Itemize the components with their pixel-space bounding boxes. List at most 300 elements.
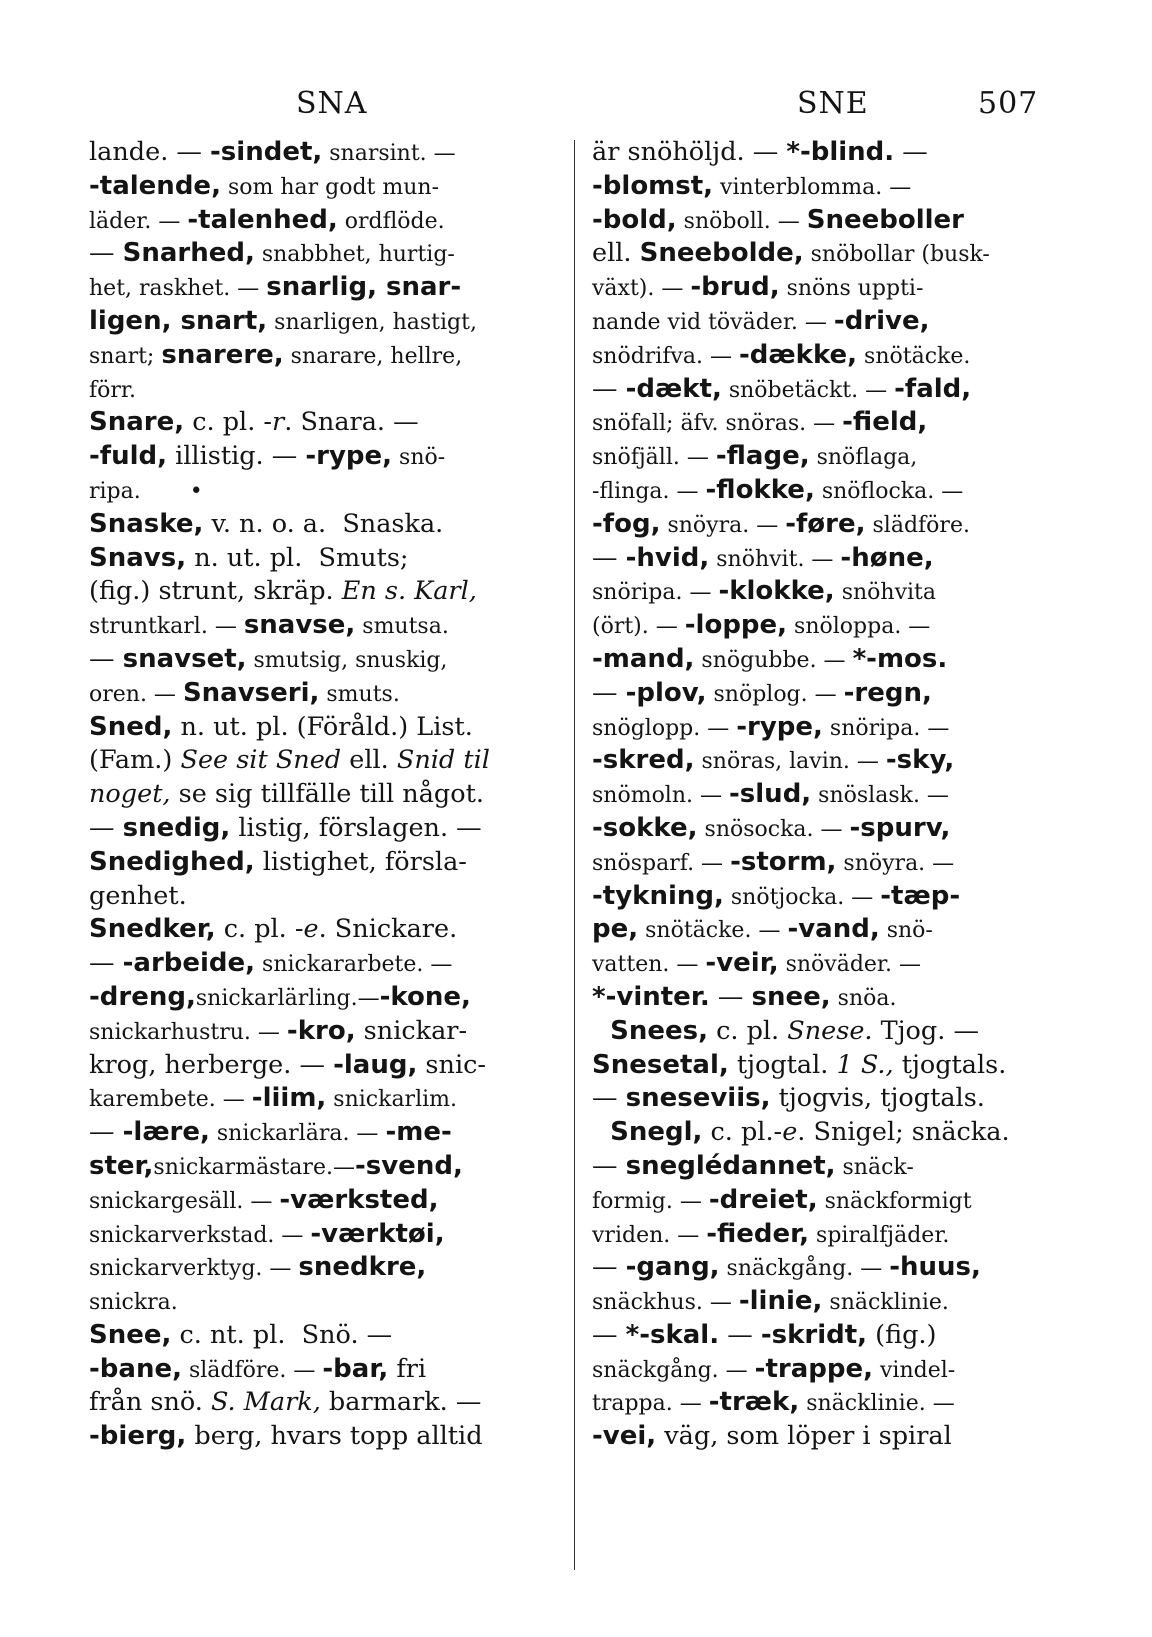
translation: snäckgång. — xyxy=(592,1357,755,1383)
dictionary-line xyxy=(592,440,1062,474)
dictionary-line xyxy=(89,1386,559,1420)
translation: snickarmästare.— xyxy=(153,1154,355,1180)
translation: -flinga. — xyxy=(592,478,706,504)
dictionary-line xyxy=(89,204,559,238)
headword: Snee, xyxy=(89,1319,172,1350)
headword: -svend, xyxy=(354,1150,463,1181)
headword: -storm, xyxy=(730,846,837,877)
translation: snäckgång. — xyxy=(719,1256,890,1282)
entry-text: — xyxy=(719,1319,761,1350)
translation: snöplog. — xyxy=(706,681,844,707)
translation: oren. — xyxy=(89,681,183,707)
entry-text: . Snara. — xyxy=(284,407,419,438)
headword: Snaske, xyxy=(89,508,204,539)
translation: vatten. — xyxy=(592,952,706,978)
entry-text: c. pl. - xyxy=(215,914,304,945)
dictionary-line xyxy=(89,1150,559,1184)
italic-text: See sit Sned xyxy=(180,745,342,776)
header-right-guideword: SNE xyxy=(797,86,869,121)
headword: -trappe, xyxy=(754,1353,873,1384)
dictionary-line xyxy=(89,406,559,440)
dictionary-line xyxy=(592,1082,1062,1116)
headword: -dreng, xyxy=(89,981,196,1012)
dictionary-line xyxy=(592,575,1062,609)
dictionary-line xyxy=(592,373,1062,407)
dictionary-line xyxy=(592,508,1062,542)
headword: Sned, xyxy=(89,711,173,742)
entry-text: barmark. — xyxy=(320,1387,482,1418)
headword: Snedighed, xyxy=(89,846,255,877)
translation: förr. xyxy=(89,377,136,403)
header-left-guideword: SNA xyxy=(296,86,368,121)
translation: snarare, hellre, xyxy=(283,343,463,369)
translation: snöfjäll. — xyxy=(592,445,716,471)
headword: -talende, xyxy=(89,170,221,201)
headword: snavset, xyxy=(122,643,247,674)
headword: -field, xyxy=(842,407,928,438)
dictionary-line xyxy=(592,305,1062,339)
translation: snöväder. — xyxy=(778,952,922,978)
entry-text: v. n. o. a. Snaska. xyxy=(203,508,444,539)
entry-text: listighet, försla- xyxy=(254,846,467,877)
headword: -hvid, xyxy=(625,542,710,573)
headword: -talenhed, xyxy=(187,204,338,235)
entry-text: . Snigel; snäcka. xyxy=(797,1117,1010,1148)
headword: snavse, xyxy=(243,610,356,641)
headword: -gang, xyxy=(625,1252,720,1283)
dictionary-line xyxy=(592,1116,1062,1150)
headword: -loppe, xyxy=(684,610,788,641)
headword: -sindet, xyxy=(210,137,323,167)
dictionary-line xyxy=(89,1218,559,1252)
translation: snäckformigt xyxy=(817,1188,972,1214)
dictionary-line xyxy=(89,643,559,677)
headword: Snees, xyxy=(592,1015,708,1046)
headword: -me- xyxy=(385,1117,452,1148)
dictionary-line xyxy=(592,880,1062,914)
dictionary-line xyxy=(592,1184,1062,1218)
translation: snösparf. — xyxy=(592,850,731,876)
headword: -rype, xyxy=(736,711,823,742)
dictionary-line xyxy=(89,542,559,576)
translation: snickarverkstad. — xyxy=(89,1222,311,1248)
headword: Snesetal, xyxy=(592,1049,729,1080)
entry-text: n. ut. pl. (Föråld.) List. xyxy=(172,711,473,742)
translation: snöns uppti- xyxy=(779,276,924,302)
dictionary-line xyxy=(592,846,1062,880)
translation: snickargesäll. — xyxy=(89,1188,280,1214)
translation: het, raskhet. — xyxy=(89,276,267,302)
headword: -dække, xyxy=(739,339,858,370)
entry-text: c. pl.- xyxy=(702,1117,783,1148)
dictionary-line xyxy=(592,981,1062,1015)
headword: Snare, xyxy=(89,407,185,438)
headword: *-mos. xyxy=(852,643,948,674)
dictionary-line xyxy=(592,170,1062,204)
dictionary-line xyxy=(89,609,559,643)
headword: -kone, xyxy=(379,981,471,1012)
translation: snöfall; äfv. snöras. — xyxy=(592,411,843,437)
dictionary-line xyxy=(89,1082,559,1116)
italic-text: S. Mark, xyxy=(210,1387,321,1418)
headword: -værksted, xyxy=(279,1184,439,1215)
entry-text: c. pl. - xyxy=(184,407,273,438)
dictionary-line xyxy=(592,339,1062,373)
dictionary-line xyxy=(89,508,559,542)
entry-text: (fig.) xyxy=(867,1319,937,1350)
entry-text: — xyxy=(592,1252,626,1283)
headword: -brud, xyxy=(690,272,780,303)
translation: karembete. — xyxy=(89,1087,252,1113)
dictionary-line xyxy=(592,778,1062,812)
entry-text: — xyxy=(89,238,123,269)
headword: -drive, xyxy=(833,305,930,336)
translation: snö- xyxy=(879,918,933,944)
headword: -træk, xyxy=(708,1387,800,1418)
dictionary-line xyxy=(89,1049,559,1083)
translation: snickarlära. — xyxy=(209,1121,386,1147)
headword: Snedker, xyxy=(89,914,216,945)
running-header xyxy=(0,86,1152,126)
dictionary-line xyxy=(592,1420,1062,1454)
dictionary-line xyxy=(89,271,559,305)
headword: -flokke, xyxy=(705,474,815,505)
translation: snickarlärling.— xyxy=(195,985,380,1011)
italic-text: En s. Karl, xyxy=(341,576,477,607)
entry-text: illistig. — xyxy=(167,441,306,472)
dictionary-line xyxy=(89,136,559,170)
entry-text: tjogtal. xyxy=(728,1049,837,1080)
headword: ster, xyxy=(89,1150,154,1181)
entry-text: från snö. xyxy=(89,1387,211,1418)
dictionary-line xyxy=(592,474,1062,508)
entry-text: listig, förslagen. — xyxy=(230,812,482,843)
dictionary-line xyxy=(592,609,1062,643)
dictionary-line xyxy=(592,1049,1062,1083)
translation: snickarhustru. — xyxy=(89,1019,287,1045)
translation: snäck- xyxy=(835,1154,914,1180)
dictionary-line xyxy=(89,711,559,745)
headword: -fald, xyxy=(894,373,972,404)
headword: Sneebolde, xyxy=(639,238,804,269)
translation: spiralfjäder. xyxy=(809,1222,950,1248)
entry-text: . Snickare. xyxy=(318,914,458,945)
right-column xyxy=(592,136,1062,1454)
headword: -høne, xyxy=(840,542,934,573)
translation: smutsig, snuskig, xyxy=(246,647,448,673)
dictionary-line xyxy=(89,1251,559,1285)
entry-text: — xyxy=(89,643,123,674)
translation: snöyra. — xyxy=(660,512,786,538)
headword: Snavs, xyxy=(89,542,187,573)
headword: sneglédannet, xyxy=(625,1150,836,1181)
entry-text: — xyxy=(592,677,626,708)
headword: snedkre, xyxy=(298,1252,427,1283)
translation: vriden. — xyxy=(592,1222,707,1248)
dictionary-line xyxy=(592,947,1062,981)
entry-text: lande. — xyxy=(89,137,211,167)
headword: -veir, xyxy=(705,948,779,979)
entry-text: — xyxy=(592,1083,626,1114)
headword: -slud, xyxy=(729,779,812,810)
headword: -dreiet, xyxy=(708,1184,818,1215)
headword: -værktøi, xyxy=(310,1218,445,1249)
italic-text: e xyxy=(303,914,319,945)
entry-text: väg, som löper i spiral xyxy=(656,1421,952,1452)
translation: vinterblomma. — xyxy=(713,174,912,200)
dictionary-line xyxy=(592,677,1062,711)
dictionary-line xyxy=(592,913,1062,947)
entry-text: Tjog. — xyxy=(872,1015,979,1046)
entry-text: tjogvis, tjogtals. xyxy=(770,1083,985,1114)
translation: snöripa. — xyxy=(592,580,719,606)
italic-text: r xyxy=(272,407,285,438)
translation: snickarlim. xyxy=(326,1087,457,1113)
entry-text: tjogtals. xyxy=(893,1049,1007,1080)
dictionary-line xyxy=(89,440,559,474)
dictionary-line xyxy=(89,575,559,609)
translation: snögubbe. — xyxy=(694,647,853,673)
entry-text: krog, herberge. — xyxy=(89,1049,334,1080)
dictionary-line xyxy=(89,677,559,711)
translation: snickararbete. — xyxy=(255,952,453,978)
translation: snöbollar (busk- xyxy=(803,242,990,268)
dictionary-line xyxy=(89,474,559,508)
dictionary-line xyxy=(89,778,559,812)
entry-text: (Fam.) xyxy=(89,745,181,776)
translation: snöyra. — xyxy=(836,850,955,876)
headword: -føre, xyxy=(785,508,866,539)
translation: snötjocka. — xyxy=(723,884,881,910)
italic-text: Snid til xyxy=(396,745,490,776)
headword: snedig, xyxy=(122,812,231,843)
translation: snarligen, hastigt, xyxy=(267,309,477,335)
translation: ripa. • xyxy=(89,478,203,504)
translation: snöras, lavin. — xyxy=(694,749,886,775)
headword: Snavseri, xyxy=(182,677,320,708)
headword: -mand, xyxy=(592,643,695,674)
dictionary-line xyxy=(89,305,559,339)
dictionary-line xyxy=(89,846,559,880)
dictionary-line xyxy=(592,1353,1062,1387)
headword: -vand, xyxy=(787,914,880,945)
translation: snarsint. — xyxy=(322,141,456,166)
translation: snösocka. — xyxy=(697,816,850,842)
entry-text: (fig.) strunt, skräp. xyxy=(89,576,342,607)
translation: snömoln. — xyxy=(592,783,729,809)
entry-text: — xyxy=(592,542,626,573)
dictionary-line xyxy=(592,643,1062,677)
italic-text: e xyxy=(782,1117,798,1148)
translation: slädföre. — xyxy=(181,1357,323,1383)
translation: snöslask. — xyxy=(811,783,949,809)
entry-text: se sig tillfälle till något. xyxy=(170,779,484,810)
headword: -spurv, xyxy=(849,812,951,843)
headword: Sneeboller xyxy=(806,204,965,235)
entry-text: — xyxy=(89,1117,123,1148)
entry-text: c. nt. pl. Snö. — xyxy=(171,1319,393,1350)
headword: snarere, xyxy=(161,339,284,370)
translation: snäckhus. — xyxy=(592,1290,739,1316)
translation: snödrifva. — xyxy=(592,343,740,369)
headword: -liim, xyxy=(251,1083,327,1114)
dictionary-line xyxy=(89,947,559,981)
headword: -lære, xyxy=(122,1117,210,1148)
italic-text: Snese. xyxy=(787,1015,873,1046)
dictionary-line xyxy=(592,1218,1062,1252)
translation: snöripa. — xyxy=(822,715,950,741)
translation: snickra. xyxy=(89,1290,178,1316)
translation: snöa. xyxy=(830,985,897,1011)
dictionary-line xyxy=(89,339,559,373)
headword: -sky, xyxy=(885,745,955,776)
headword: *-vinter. xyxy=(592,981,710,1012)
headword: snee, xyxy=(751,981,831,1012)
entry-text: — xyxy=(89,812,123,843)
dictionary-line xyxy=(89,170,559,204)
headword: pe, xyxy=(592,914,639,945)
column-divider xyxy=(574,140,575,1570)
translation: snöflaga, xyxy=(809,445,918,471)
translation: smutsa. xyxy=(355,614,449,640)
headword: ligen, snart, xyxy=(89,305,268,336)
entry-text: — xyxy=(592,1319,626,1350)
dictionary-line xyxy=(592,237,1062,271)
translation: snöloppa. — xyxy=(787,614,931,640)
dictionary-line xyxy=(592,271,1062,305)
headword: -huus, xyxy=(889,1252,981,1283)
translation: snö- xyxy=(392,445,446,471)
dictionary-line xyxy=(89,1420,559,1454)
headword: -flage, xyxy=(715,441,810,472)
entry-text: n. ut. pl. Smuts; xyxy=(186,542,409,573)
headword: *-blind. xyxy=(786,137,895,167)
dictionary-line xyxy=(89,237,559,271)
headword: -sokke, xyxy=(592,812,698,843)
dictionary-line xyxy=(89,373,559,407)
entry-text: genhet. xyxy=(89,880,187,911)
headword: -skridt, xyxy=(760,1319,868,1350)
translation: snäcklinie. — xyxy=(799,1391,955,1417)
dictionary-line xyxy=(89,1353,559,1387)
dictionary-line xyxy=(592,406,1062,440)
translation: snöhvit. — xyxy=(709,546,841,572)
dictionary-line xyxy=(592,1150,1062,1184)
dictionary-line xyxy=(89,1184,559,1218)
headword: sneseviis, xyxy=(625,1083,771,1114)
headword: Snarhed, xyxy=(122,238,255,269)
translation: snöglopp. — xyxy=(592,715,737,741)
page-number: 507 xyxy=(978,86,1039,121)
dictionary-line xyxy=(592,136,1062,170)
headword: -dækt, xyxy=(625,373,722,404)
headword: -linie, xyxy=(738,1286,823,1317)
headword: -kro, xyxy=(286,1015,356,1046)
headword: -klokke, xyxy=(718,576,835,607)
dictionary-line xyxy=(89,1319,559,1353)
dictionary-line xyxy=(89,981,559,1015)
entry-text: är snöhöljd. — xyxy=(592,137,787,167)
headword: -skred, xyxy=(592,745,695,776)
translation: (ört). — xyxy=(592,614,685,640)
dictionary-line xyxy=(89,1116,559,1150)
dictionary-line xyxy=(89,913,559,947)
translation: snöflocka. — xyxy=(814,478,964,504)
dictionary-line xyxy=(592,1251,1062,1285)
translation: snötäcke. xyxy=(857,343,971,369)
headword: -vei, xyxy=(592,1421,657,1452)
entry-text: — xyxy=(709,981,752,1012)
translation: snöhvita xyxy=(834,580,936,606)
headword: -plov, xyxy=(625,677,707,708)
translation: slädföre. xyxy=(865,512,970,538)
headword: -bane, xyxy=(89,1353,182,1384)
dictionary-line xyxy=(89,880,559,914)
entry-text: ell. xyxy=(341,745,397,776)
italic-text: noget, xyxy=(89,779,171,810)
headword: -fuld, xyxy=(89,441,168,472)
headword: *-skal. xyxy=(625,1319,720,1350)
translation: snabbhet, hurtig- xyxy=(254,242,455,268)
translation: ordflöde. xyxy=(337,208,445,234)
left-column xyxy=(89,136,559,1454)
entry-text: — xyxy=(89,948,123,979)
entry-text: berg, hvars topp alltid xyxy=(186,1421,483,1452)
dictionary-line xyxy=(592,812,1062,846)
headword: -arbeide, xyxy=(122,948,256,979)
entry-text: ell. xyxy=(592,238,640,269)
translation: nande vid töväder. — xyxy=(592,309,834,335)
dictionary-line xyxy=(592,1386,1062,1420)
entry-text: — xyxy=(592,373,626,404)
headword: -bar, xyxy=(322,1353,389,1384)
entry-text: — xyxy=(592,1150,626,1181)
translation: snäcklinie. xyxy=(822,1290,949,1316)
dictionary-line xyxy=(89,744,559,778)
dictionary-line xyxy=(592,744,1062,778)
translation: snöbetäckt. — xyxy=(721,377,895,403)
headword: -rype, xyxy=(305,441,393,472)
headword: -blomst, xyxy=(592,170,714,201)
entry-text: snickar- xyxy=(355,1015,468,1046)
translation: trappa. — xyxy=(592,1391,709,1417)
italic-text: 1 S., xyxy=(836,1049,894,1080)
dictionary-line xyxy=(592,711,1062,745)
dictionary-line xyxy=(592,542,1062,576)
translation: snöboll. — xyxy=(676,208,807,234)
entry-text: fri xyxy=(388,1353,427,1384)
dictionary-line xyxy=(592,1015,1062,1049)
dictionary-line xyxy=(592,204,1062,238)
headword: Snegl, xyxy=(592,1117,703,1148)
translation: vindel- xyxy=(873,1357,956,1383)
translation: växt). — xyxy=(592,276,691,302)
headword: -bierg, xyxy=(89,1421,187,1452)
translation: snötäcke. — xyxy=(638,918,788,944)
entry-text: — xyxy=(894,137,928,167)
translation: snart; xyxy=(89,343,162,369)
dictionary-line xyxy=(592,1285,1062,1319)
headword: -laug, xyxy=(333,1049,418,1080)
translation: smuts. xyxy=(319,681,400,707)
dictionary-line xyxy=(592,1319,1062,1353)
headword: -fog, xyxy=(592,508,661,539)
translation: formig. — xyxy=(592,1188,709,1214)
headword: -regn, xyxy=(843,677,932,708)
translation: läder. — xyxy=(89,208,188,234)
dictionary-line xyxy=(89,1285,559,1319)
translation: struntkarl. — xyxy=(89,614,244,640)
